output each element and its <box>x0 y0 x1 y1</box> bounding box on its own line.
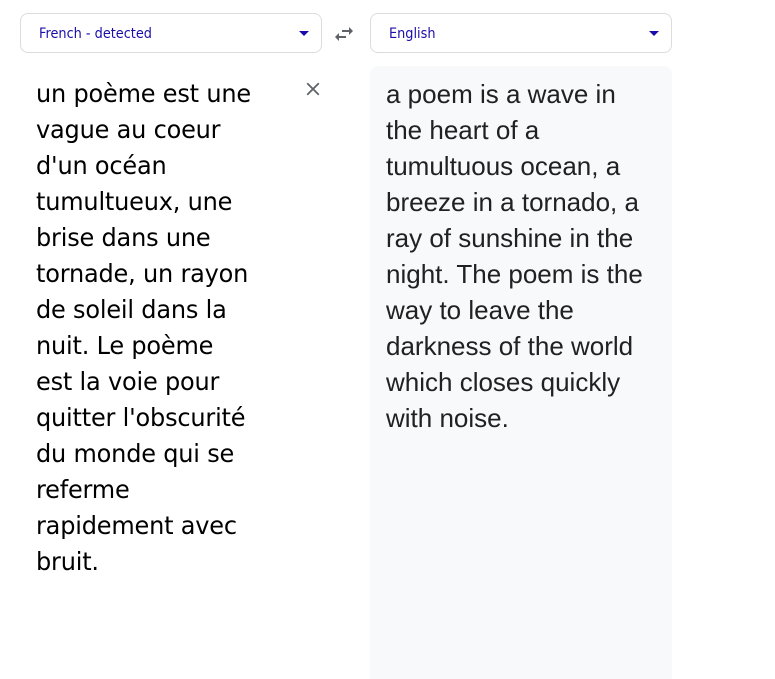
chevron-down-icon <box>299 31 309 36</box>
target-language-select[interactable] <box>370 13 672 53</box>
source-language-select[interactable] <box>20 13 322 53</box>
source-text-input[interactable]: un poème est une vague au coeur d'un océan tumultueux, une brise dans une tornade, un rayon de soleil dans la nuit. Le poème est la voie pour quitter l'obscurité du monde qui se referme rapidement avec bruit. <box>36 79 251 576</box>
chevron-down-icon <box>649 31 659 36</box>
clear-source-button[interactable] <box>302 78 324 100</box>
translation-pane <box>370 66 672 679</box>
source-language-label: French - detected <box>39 26 152 42</box>
source-text-pane[interactable] <box>20 66 350 679</box>
swap-languages-button[interactable] <box>332 22 356 46</box>
target-language-label: English <box>389 26 436 42</box>
translation-output: a poem is a wave in the heart of a tumultuous ocean, a breeze in a tornado, a ray of sunshine in the night. The poem is the way to leave the darkness of the world which closes quickly with noise. <box>386 79 643 433</box>
close-icon <box>302 78 324 100</box>
swap-languages-icon <box>332 22 356 46</box>
